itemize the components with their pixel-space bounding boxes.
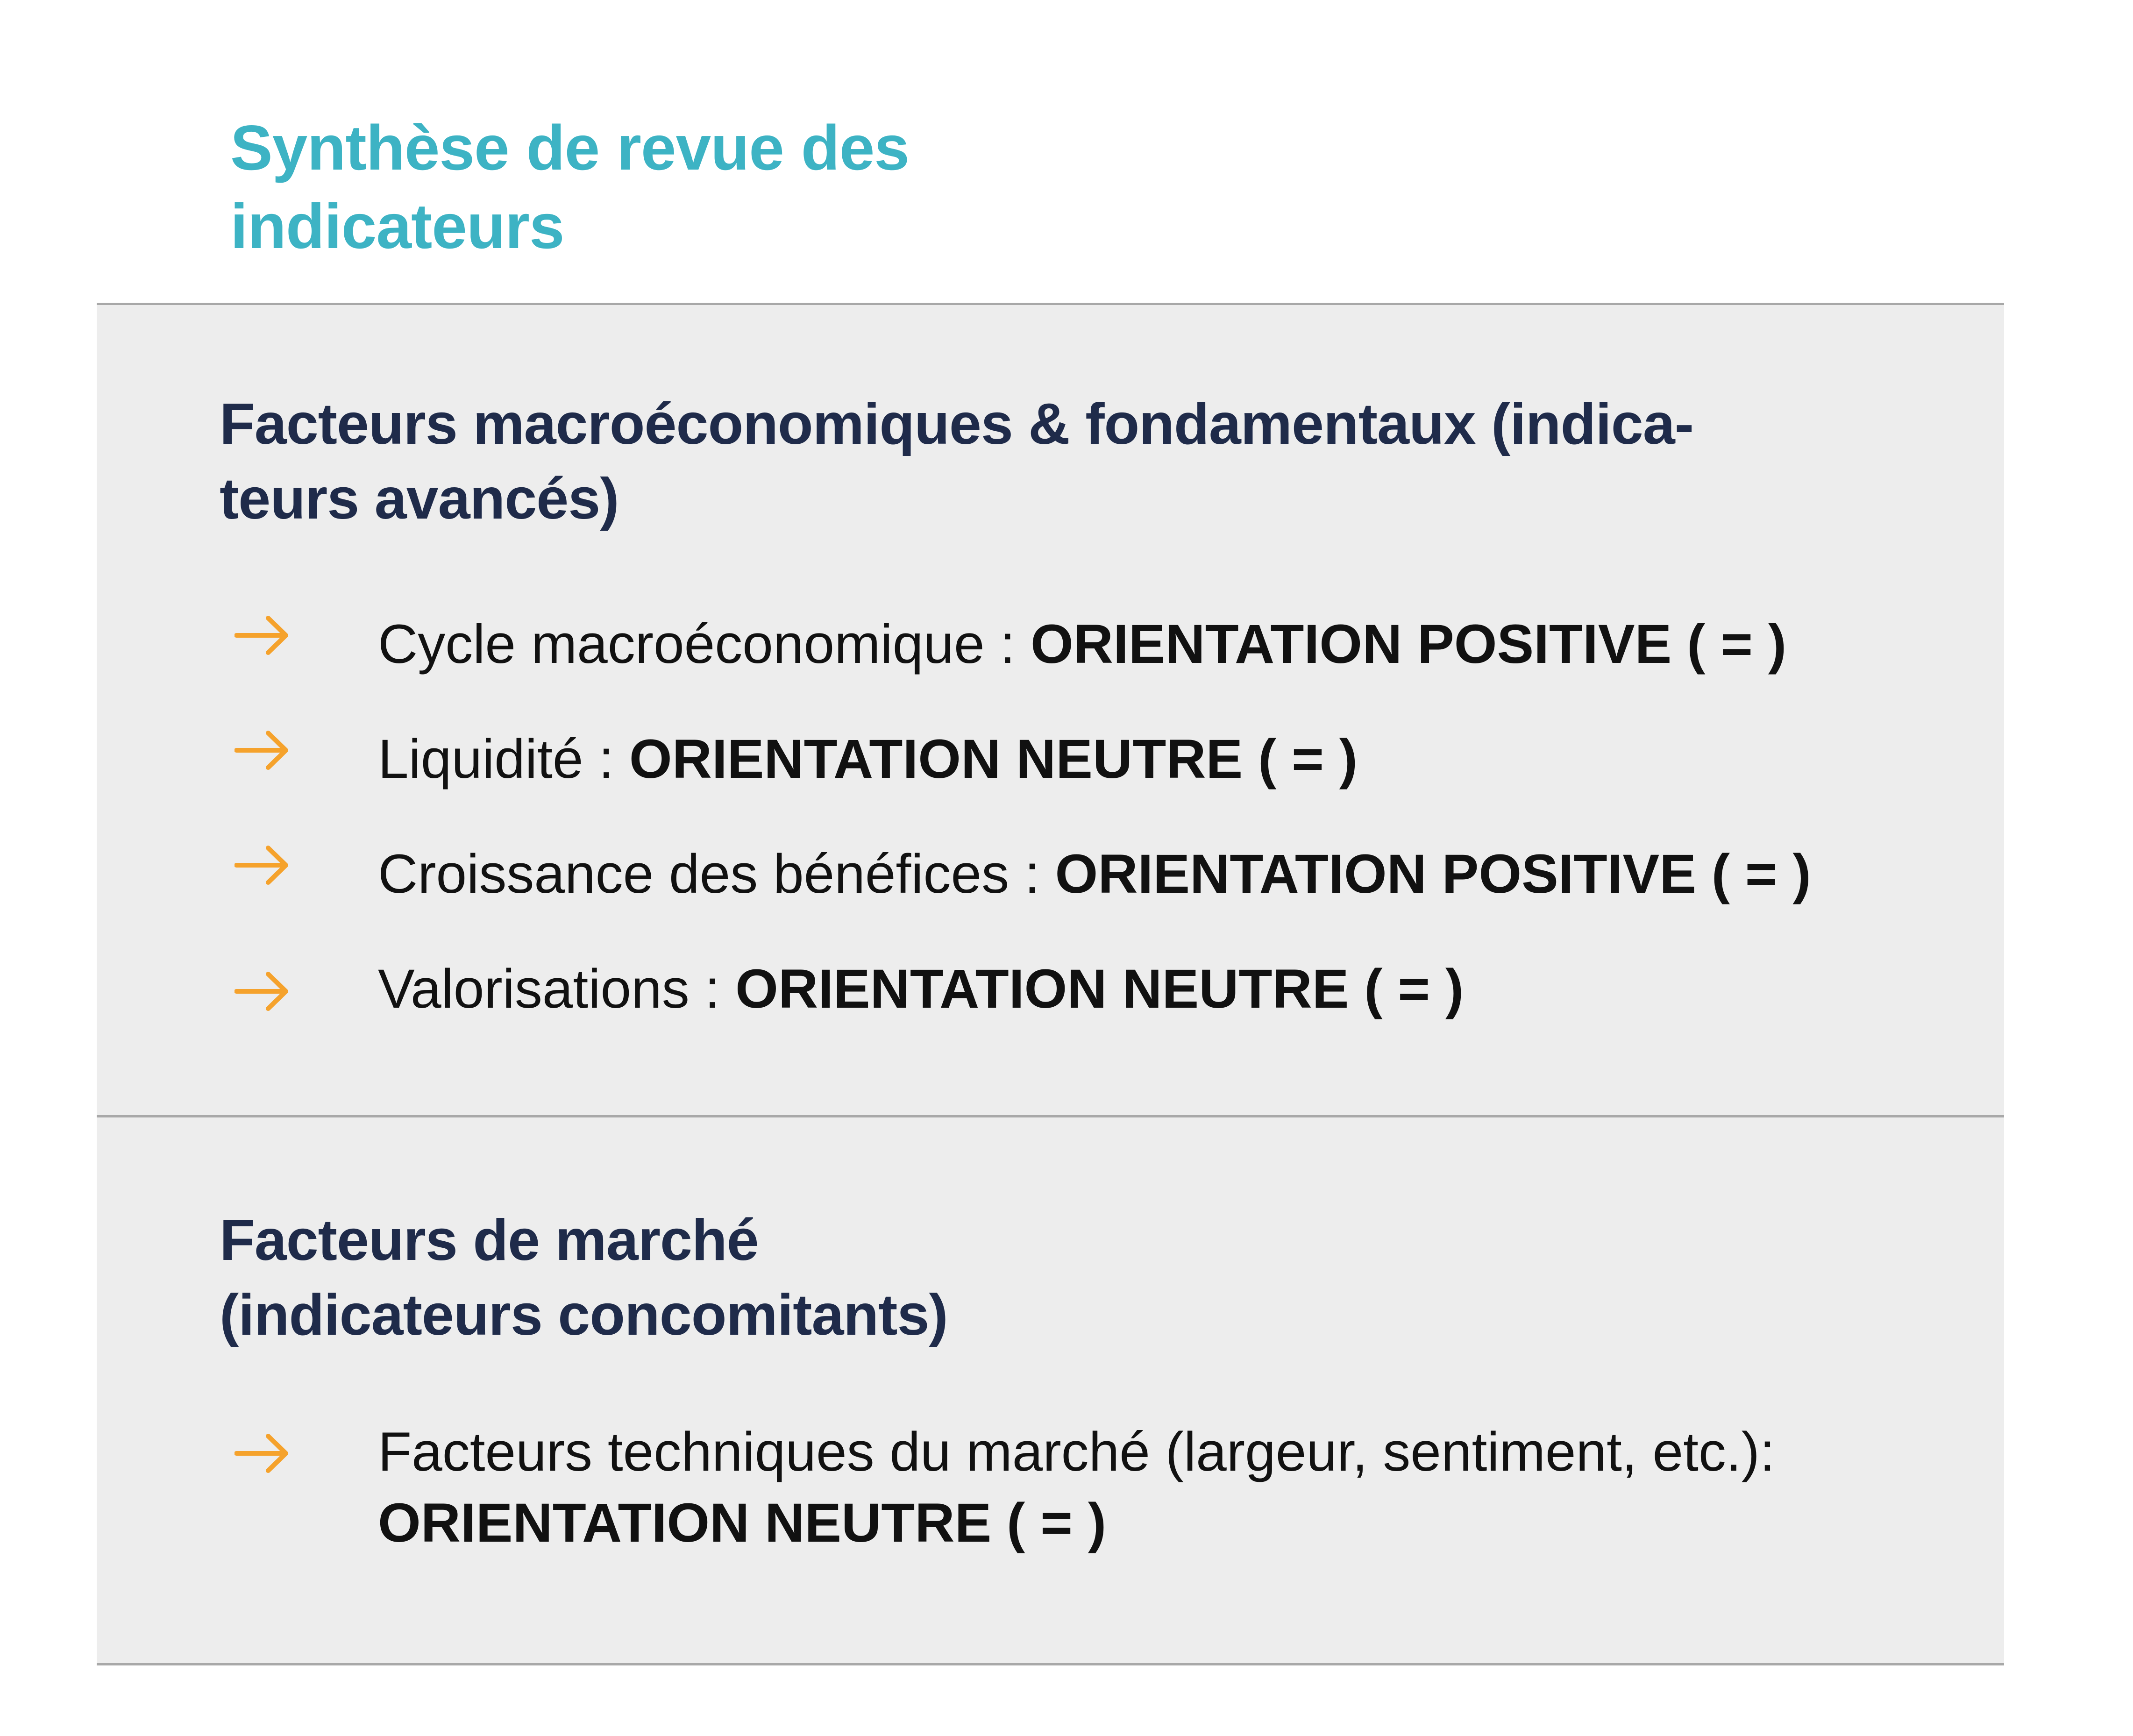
indicator-text [378,953,1962,1025]
section-macro-fundamentals [97,303,2004,1117]
section-title [220,387,1855,536]
section-market-factors [97,1115,2004,1665]
arrow-right-icon [235,1432,291,1474]
indicator-label: Cycle macroéconomique : [378,613,1031,675]
indicator-text [378,724,1962,795]
arrow-right-icon [235,729,291,771]
indicator-orientation: ORIENTATION NEUTRE ( = ) [629,728,1358,790]
arrow-right-icon [235,844,291,886]
indicator-orientation: ORIENTATION POSITIVE ( = ) [1030,613,1787,675]
indicator-label: Liquidité : [378,728,629,790]
section-title-line-2: (indicateurs concomitants) [220,1283,948,1347]
arrow-right-icon [235,614,291,656]
page-title-line-1: Synthèse de revue des [230,112,910,183]
indicator-orientation: ORIENTATION NEUTRE ( = ) [378,1492,1107,1554]
section-title [220,1203,1247,1352]
section-title-line-2: teurs avancés) [220,467,619,531]
indicator-orientation: ORIENTATION NEUTRE ( = ) [735,958,1464,1020]
page-title-line-2: indicateurs [230,191,564,262]
page-title [230,108,1165,265]
indicator-text [378,839,1962,910]
arrow-right-icon [235,970,291,1012]
section-title-line-1: Facteurs macroéconomiques & fondamentaux (indica- [220,392,1694,456]
section-title-line-1: Facteurs de marché [220,1208,759,1273]
indicator-label: Facteurs techniques du marché (largeur, sentiment, etc.): [378,1421,1775,1483]
indicator-text [378,609,1962,680]
indicator-text [378,1416,1962,1558]
indicator-label: Croissance des bénéfices : [378,843,1055,905]
indicator-orientation: ORIENTATION POSITIVE ( = ) [1055,843,1811,905]
indicator-label: Valorisations : [378,958,736,1020]
